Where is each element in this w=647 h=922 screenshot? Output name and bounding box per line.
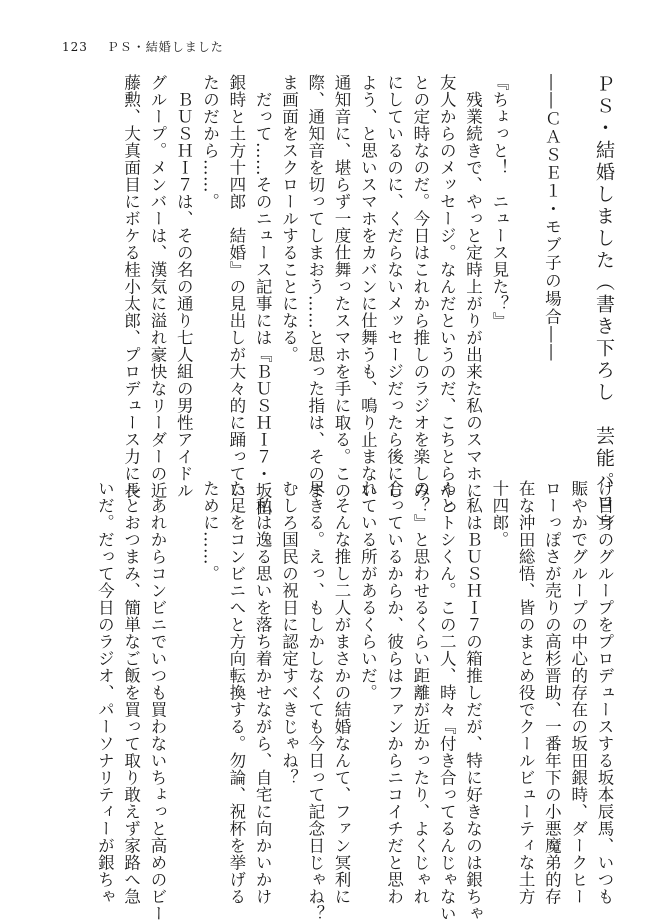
text-line: あれからコンビニでいつも買わないちょっと高めのビー (147, 480, 167, 922)
page-number: 123 (62, 40, 88, 54)
text-line: 銀時と土方十四郎 結婚』の見出しが大々的に踊ってい (226, 74, 246, 499)
text-line: 私は逸る思いを落ち着かせながら、自宅に向かいかけ (253, 480, 273, 905)
text-line: いだ。だって今日のラジオ、パーソナリティーが銀ちゃ (95, 480, 115, 905)
chapter-title: ＰＳ・結婚しました（書き下ろし 芸能パロ） (593, 74, 615, 536)
text-line: 際、通知音を切ってしまおう……と思った指は、そのま (305, 74, 325, 499)
text-line: 通知音に、堪らず一度仕舞ったスマホを手に取る。この (332, 74, 352, 499)
text-line: グループ。メンバーは、漢気に溢れ豪快なリーダーの近 (147, 74, 167, 499)
text-line: にしているのに、くだらないメッセージだったら後にし (384, 74, 404, 499)
text-line: ために……。 (200, 480, 220, 582)
text-line: よう、と思いスマホをカバンに仕舞うも、鳴り止まない (358, 74, 378, 499)
text-line: ルとおつまみ、簡単なご飯を買って取り敢えず家路へ急 (121, 480, 141, 905)
text-line: 在な沖田総悟、皆のまとめ役でクールビューティな土方 (516, 480, 536, 905)
blank-line (170, 480, 196, 858)
text-line: 尽きる。えっ、もしかしなくても今日って記念日じゃね？ (305, 480, 325, 922)
text-line: そんな推し二人がまさかの結婚なんて、ファン冥利に (332, 480, 352, 905)
text-line: ＢＵＳＨＩ７は、その名の通り七人組の男性アイドル (174, 74, 194, 499)
section-heading: ――ＣＡＳＥ１・モブ子の場合―― (542, 74, 562, 362)
text-line: 賑やかでグループの中心的存在の坂田銀時、ダークヒー (568, 480, 588, 905)
text-line: 十四郎。 (489, 480, 509, 548)
text-line: んとトシくん。この二人、時々『付き合ってるんじゃない (437, 480, 457, 922)
text-line: 残業続きで、やっと定時上がりが出来た私のスマホに (463, 74, 483, 499)
text-line: 私はＢＵＳＨＩ７の箱推しだが、特に好きなのは銀ちゃ (463, 480, 483, 922)
running-header (62, 38, 224, 55)
blank-line (512, 74, 538, 469)
lower-text-column (57, 480, 617, 922)
text-line: れている所があるくらいだ。 (358, 480, 378, 701)
text-line: け自身のグループをプロデュースする坂本辰馬、いつも (595, 480, 614, 905)
text-line: 『ちょっと！ ニュース見た？』 (489, 74, 509, 329)
text-line: の？』と思わせるくらい距離が近かったり、よくじゃれ (410, 480, 430, 905)
text-line: との定時なのだ。今日はこれから推しのラジオを楽しみ (410, 74, 430, 499)
text-line: 友人からのメッセージ。なんだというのだ、こちとらやっ (437, 74, 457, 516)
text-line: たのだから……。 (200, 74, 220, 210)
text-line: 藤勲、大真面目にボケる桂小太郎、プロデュース力に長 (121, 74, 141, 499)
text-line: ま画面をスクロールすることになる。 (279, 74, 299, 363)
text-line: だって……そのニュース記事には『ＢＵＳＨＩ７・坂田 (253, 74, 273, 516)
text-line: ローっぽさが売りの高杉晋助、一番年下の小悪魔弟的存 (542, 480, 562, 905)
text-line: むしろ国民の祝日に認定すべきじゃね？ (279, 480, 299, 786)
running-title: ＰＳ・結婚しました (106, 40, 224, 54)
blank-line (564, 74, 590, 469)
text-line: 合っているからか、彼らはファンからニコイチだと思わ (384, 480, 404, 905)
text-line: た足をコンビニへと方向転換する。勿論、祝杯を挙げる (226, 480, 246, 905)
